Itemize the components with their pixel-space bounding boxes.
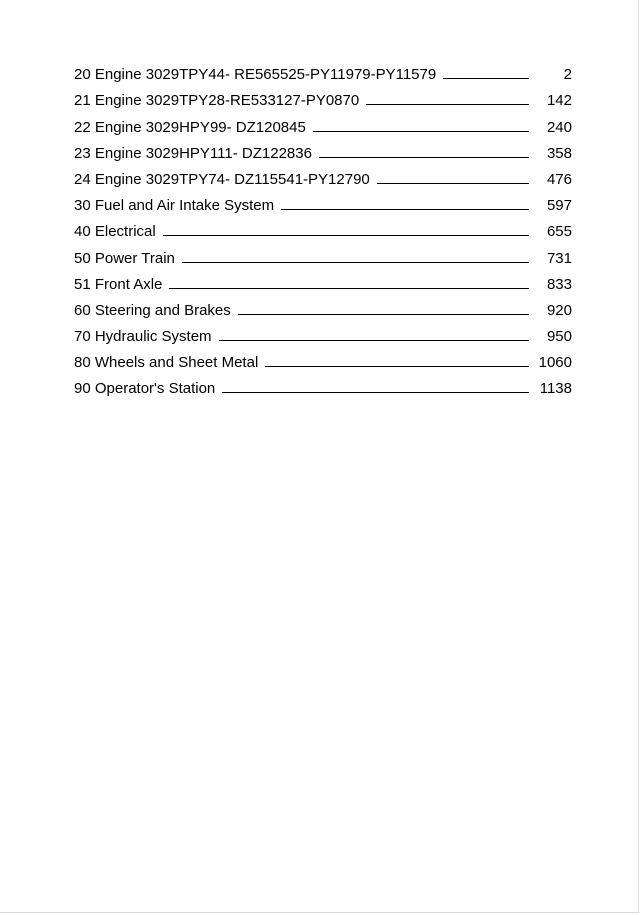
toc-leader-line — [182, 262, 529, 263]
toc-entry-engine-3029tpy28[interactable] — [74, 84, 572, 110]
toc-entry-electrical[interactable] — [74, 215, 572, 241]
toc-entry-page-number[interactable]: 655 — [546, 223, 572, 241]
toc-entry-page-number[interactable]: 731 — [546, 249, 572, 267]
toc-entry-fuel-and-air-intake[interactable] — [74, 189, 572, 215]
toc-entry-engine-3029hpy111[interactable] — [74, 137, 572, 163]
toc-leader-line — [219, 340, 529, 341]
table-of-contents — [74, 58, 572, 398]
toc-leader-line — [319, 157, 529, 158]
toc-entry-front-axle[interactable] — [74, 268, 572, 294]
toc-entry-title[interactable]: 40 Electrical — [74, 223, 156, 241]
toc-entry-title[interactable]: 90 Operator's Station — [74, 380, 216, 398]
toc-entry-power-train[interactable] — [74, 241, 572, 267]
toc-entry-page-number[interactable]: 2 — [563, 66, 572, 84]
toc-entry-title[interactable]: 51 Front Axle — [74, 275, 163, 293]
toc-entry-page-number[interactable]: 597 — [546, 197, 572, 215]
toc-leader-line — [163, 235, 529, 236]
toc-entry-page-number[interactable]: 920 — [546, 301, 572, 319]
toc-leader-line — [377, 183, 529, 184]
toc-entry-title[interactable]: 22 Engine 3029HPY99- DZ120845 — [74, 118, 306, 136]
toc-leader-line — [281, 209, 529, 210]
toc-entry-steering-and-brakes[interactable] — [74, 294, 572, 320]
toc-leader-line — [169, 288, 529, 289]
toc-entry-title[interactable]: 50 Power Train — [74, 249, 175, 267]
toc-entry-title[interactable]: 20 Engine 3029TPY44- RE565525-PY11979-PY11579 — [74, 66, 437, 84]
toc-entry-title[interactable]: 30 Fuel and Air Intake System — [74, 197, 275, 215]
toc-entry-engine-3029tpy44[interactable] — [74, 58, 572, 84]
toc-entry-operators-station[interactable] — [74, 372, 572, 398]
toc-entry-engine-3029tpy74[interactable] — [74, 163, 572, 189]
toc-leader-line — [366, 104, 529, 105]
toc-entry-page-number[interactable]: 1138 — [539, 380, 572, 398]
toc-leader-line — [443, 78, 529, 79]
toc-entry-hydraulic-system[interactable] — [74, 320, 572, 346]
toc-entry-title[interactable]: 23 Engine 3029HPY111- DZ122836 — [74, 144, 312, 162]
toc-entry-title[interactable]: 60 Steering and Brakes — [74, 301, 231, 319]
toc-leader-line — [222, 392, 529, 393]
toc-leader-line — [238, 314, 529, 315]
toc-entry-page-number[interactable]: 950 — [546, 328, 572, 346]
toc-leader-line — [265, 366, 529, 367]
toc-entry-title[interactable]: 80 Wheels and Sheet Metal — [74, 354, 259, 372]
toc-entry-engine-3029hpy99[interactable] — [74, 110, 572, 136]
toc-entry-page-number[interactable]: 358 — [546, 144, 572, 162]
toc-entry-title[interactable]: 70 Hydraulic System — [74, 328, 212, 346]
toc-leader-line — [313, 131, 529, 132]
toc-entry-title[interactable]: 24 Engine 3029TPY74- DZ115541-PY12790 — [74, 170, 370, 188]
toc-entry-page-number[interactable]: 240 — [546, 118, 572, 136]
toc-entry-wheels-and-sheet-metal[interactable] — [74, 346, 572, 372]
toc-entry-page-number[interactable]: 1060 — [538, 354, 572, 372]
toc-entry-page-number[interactable]: 142 — [546, 92, 572, 110]
toc-entry-page-number[interactable]: 476 — [546, 170, 572, 188]
toc-entry-page-number[interactable]: 833 — [546, 275, 572, 293]
toc-entry-title[interactable]: 21 Engine 3029TPY28-RE533127-PY0870 — [74, 92, 360, 110]
